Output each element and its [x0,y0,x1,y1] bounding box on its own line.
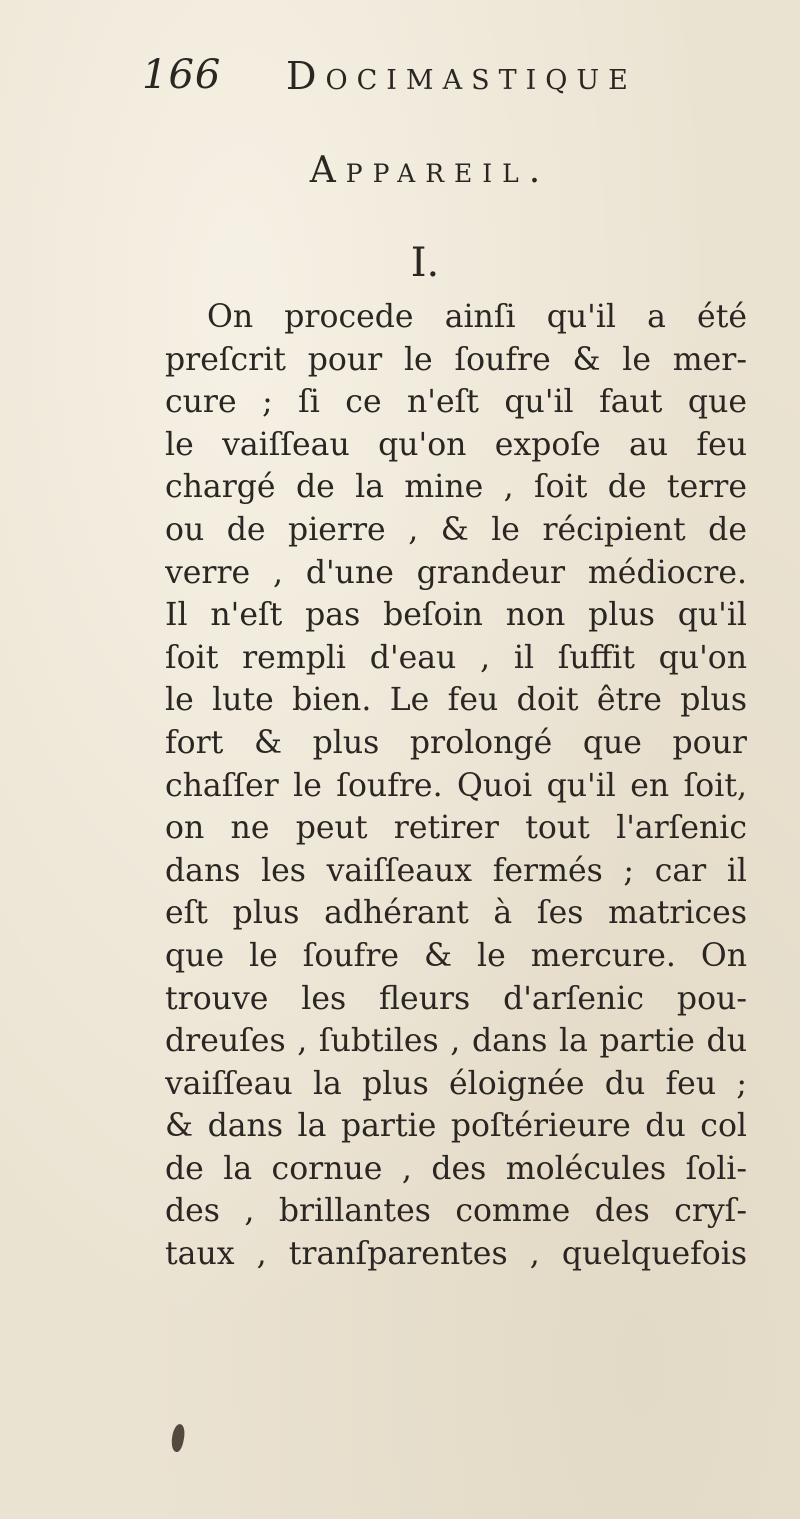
page-header [142,48,702,108]
text-line: des , brillantes comme des cryſ- [165,1193,747,1230]
text-line: dreuſes , ſubtiles , dans la partie du [165,1023,747,1060]
text-line: le vaiſſeau qu'on expoſe au feu [165,426,747,463]
text-line: vaiſſeau la plus éloignée du feu ; [165,1065,747,1102]
text-line: que le ſoufre & le mercure. On [165,937,747,974]
section-title: Appareil. [309,150,551,191]
text-line: taux , tranſparentes , quelquefois [165,1236,747,1273]
text-line: fort & plus prolongé que pour [165,724,747,761]
text-line: cure ; ſi ce n'eſt qu'il faut que [165,384,747,421]
body-text [165,296,747,1276]
section-number: I. [410,240,440,286]
text-line: de la cornue , des molécules ſoli- [165,1150,747,1187]
text-line: trouve les fleurs d'arſenic pou- [165,980,747,1017]
text-line: chaſſer le ſoufre. Quoi qu'il en ſoit, [165,767,747,804]
text-line: ſoit rempli d'eau , il ſuffit qu'on [165,639,747,676]
ink-blot-mark [169,1423,187,1453]
text-line: Il n'eſt pas beſoin non plus qu'il [165,597,747,634]
text-line: on ne peut retirer tout l'arſenic [165,810,747,847]
text-line: preſcrit pour le ſoufre & le mer- [165,341,747,378]
text-line: On procede ainſi qu'il a été [207,299,747,335]
text-line: ou de pierre , & le récipient de [165,511,747,548]
text-line: eſt plus adhérant à ſes matrices [165,895,747,932]
text-line: verre , d'une grandeur médiocre. [165,554,747,591]
text-line: & dans la partie poſtérieure du col [165,1108,747,1145]
text-line: le lute bien. Le feu doit être plus [165,682,747,719]
text-line: chargé de la mine , ſoit de terre [165,469,747,506]
page-number: 166 [142,52,222,98]
running-head: Docimastique [286,54,637,98]
text-line: dans les vaiſſeaux fermés ; car il [165,852,747,889]
